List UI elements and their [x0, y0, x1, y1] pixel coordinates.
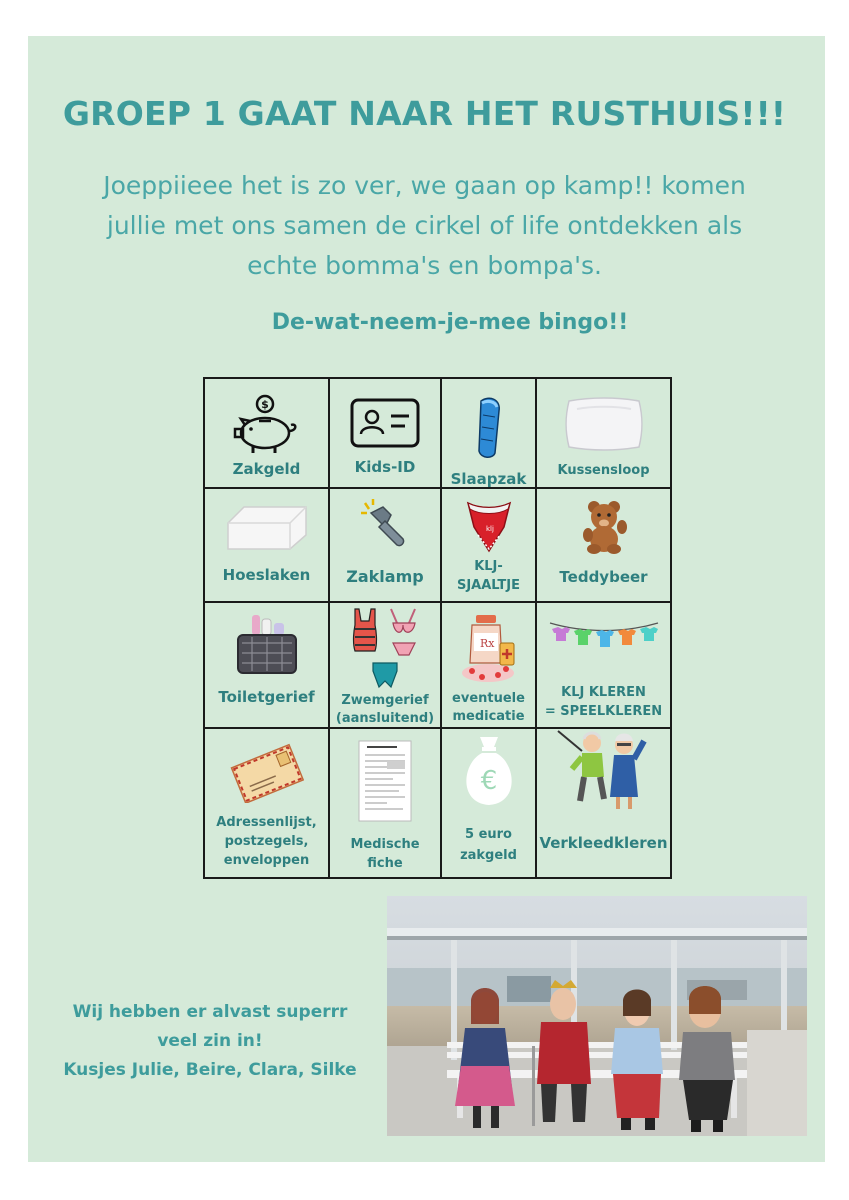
bingo-cell-verkleedkleren — [536, 728, 671, 878]
teddy-bear-icon — [580, 499, 628, 559]
svg-text:$: $ — [260, 398, 269, 411]
bingo-cell-klj-kleren — [536, 602, 671, 728]
label-verkleedkleren: Verkleedkleren — [539, 834, 668, 852]
label-slaapzak: Slaapzak — [450, 470, 527, 488]
label-hoeslaken: Hoeslaken — [222, 566, 311, 584]
label-zwemgerief-line1: Zwemgerief — [341, 693, 429, 708]
bingo-cell-zwemgerief — [329, 602, 441, 728]
envelope-icon — [230, 743, 304, 807]
label-toiletgerief: Toiletgerief — [218, 688, 315, 706]
label-medische-fiche-line2: fiche — [367, 856, 403, 871]
label-klj-kleren-line1: KLJ KLEREN — [561, 685, 646, 700]
bingo-cell-5-euro — [441, 728, 536, 878]
label-5-euro-line2: zakgeld — [460, 848, 517, 863]
flashlight-icon — [359, 499, 411, 555]
bingo-subtitle: De-wat-neem-je-mee bingo!! — [271, 310, 629, 335]
label-adressenlijst-line3: enveloppen — [223, 853, 310, 868]
closing-message — [40, 998, 380, 1085]
elderly-couple-icon — [554, 729, 654, 817]
bingo-cell-zakgeld — [204, 378, 329, 488]
bingo-cell-hoeslaken — [204, 488, 329, 602]
label-medicatie-line1: eventuele — [452, 691, 525, 706]
label-zakgeld: Zakgeld — [232, 460, 301, 478]
label-klj-kleren-line2: = SPEELKLEREN — [544, 704, 663, 719]
bingo-cell-kids-id — [329, 378, 441, 488]
swimwear-icon — [347, 605, 423, 693]
bingo-cell-teddybeer — [536, 488, 671, 602]
label-medische-fiche-line1: Medische — [350, 837, 420, 852]
svg-text:€: € — [480, 766, 497, 796]
bingo-cell-kussensloop — [536, 378, 671, 488]
svg-text:Rx: Rx — [479, 637, 494, 650]
closing-line-3: Kusjes Julie, Beire, Clara, Silke — [63, 1060, 357, 1080]
bingo-cell-medicatie — [441, 602, 536, 728]
intro-text: Joeppiieee het is zo ver, we gaan op kamp!! komen jullie met ons samen de cirkel of life ontdekken als echte bomma's en bompa's. — [103, 171, 746, 280]
bingo-cell-medische-fiche — [329, 728, 441, 878]
bingo-cell-toiletgerief — [204, 602, 329, 728]
bingo-cell-klj-sjaaltje — [441, 488, 536, 602]
clothesline-icon — [548, 619, 660, 659]
pillow-icon — [563, 395, 645, 457]
label-klj-line1: KLJ- — [474, 559, 503, 574]
label-klj-line2: SJAALTJE — [456, 578, 521, 593]
toiletry-basket-icon — [232, 613, 302, 681]
label-teddybeer: Teddybeer — [559, 568, 648, 586]
label-kussensloop: Kussensloop — [557, 463, 650, 478]
piggy-bank-icon — [231, 393, 303, 459]
label-zaklamp: Zaklamp — [346, 567, 424, 586]
label-adressenlijst-line1: Adressenlijst, — [216, 815, 317, 830]
closing-line-1: Wij hebben er alvast superrr — [72, 1002, 348, 1022]
fitted-sheet-icon — [224, 501, 310, 557]
bingo-cell-adressenlijst — [204, 728, 329, 878]
money-bag-icon — [456, 733, 522, 813]
label-medicatie-line2: medicatie — [452, 709, 525, 724]
sleeping-bag-icon — [471, 395, 507, 465]
svg-text:klj: klj — [485, 525, 494, 533]
label-kids-id: Kids-ID — [354, 458, 416, 476]
medical-form-icon — [357, 739, 413, 827]
id-card-icon — [349, 397, 421, 453]
poster-title: GROEP 1 GAAT NAAR HET RUSTHUIS!!! — [62, 94, 787, 133]
medicine-icon — [458, 609, 520, 687]
bingo-cell-zaklamp — [329, 488, 441, 602]
scarf-icon — [464, 497, 514, 557]
label-adressenlijst-line2: postzegels, — [224, 834, 309, 849]
bingo-cell-slaapzak — [441, 378, 536, 488]
label-zwemgerief-line2: (aansluitend) — [335, 711, 435, 726]
closing-line-2: veel zin in! — [157, 1031, 263, 1051]
group-photo — [387, 896, 807, 1136]
bingo-grid — [203, 377, 672, 879]
label-5-euro-line1: 5 euro — [465, 827, 512, 842]
